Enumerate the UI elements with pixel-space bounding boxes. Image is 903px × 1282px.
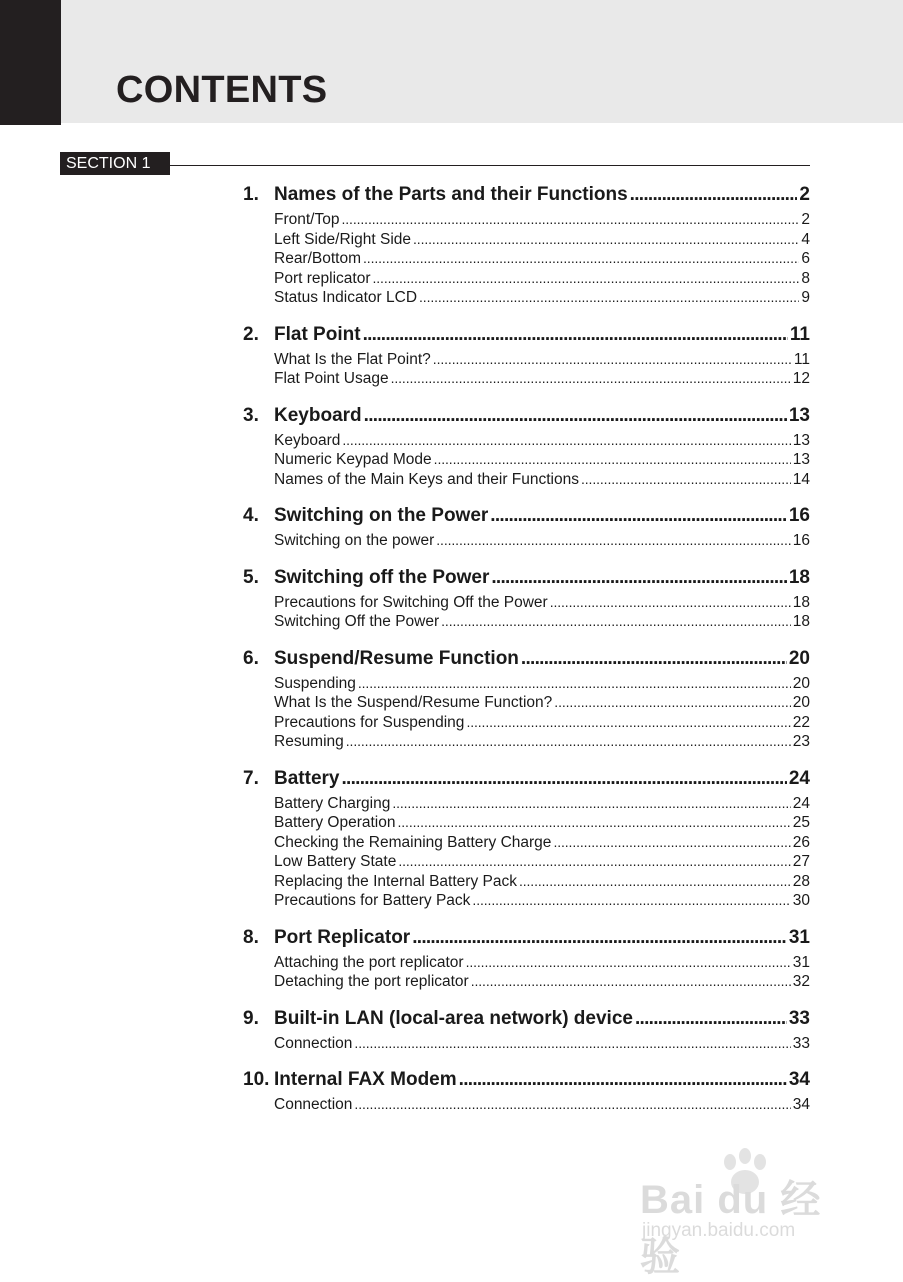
subsection-page-number: 6 (801, 250, 810, 267)
dot-leader (630, 184, 798, 206)
chapter-page-number: 34 (788, 1069, 810, 1090)
chapter-number: 3. (243, 404, 259, 426)
toc-subsection-entry[interactable] (274, 451, 810, 471)
subsection-title: Connection (274, 1034, 353, 1052)
chapter-number: 10. (243, 1069, 270, 1090)
toc-subsection-list (243, 675, 810, 753)
toc-chapter (243, 184, 810, 309)
toc-subsection-entry[interactable] (274, 1096, 810, 1116)
table-of-contents (243, 184, 810, 1131)
chapter-title: Suspend/Resume Function (274, 647, 519, 669)
chapter-page-number: 16 (788, 505, 810, 526)
chapter-number: 5. (243, 566, 259, 588)
chapter-page-number: 33 (788, 1007, 810, 1029)
subsection-page-number: 9 (801, 289, 810, 306)
toc-subsection-entry[interactable] (274, 250, 810, 270)
subsection-page-number: 18 (792, 593, 810, 611)
chapter-page-number: 2 (799, 184, 810, 205)
dot-leader (466, 714, 790, 730)
chapter-title: Battery (274, 767, 340, 789)
toc-subsection-list (243, 1035, 810, 1055)
chapter-number: 9. (243, 1007, 259, 1029)
toc-chapter-entry[interactable] (243, 1069, 810, 1094)
subsection-page-number: 25 (792, 814, 810, 831)
subsection-page-number: 13 (792, 451, 810, 468)
dot-leader (363, 324, 788, 346)
dot-leader (491, 567, 787, 589)
subsection-page-number: 28 (792, 872, 810, 890)
subsection-title: Connection (274, 1096, 353, 1113)
toc-chapter-entry[interactable] (243, 927, 810, 952)
dot-leader (354, 1096, 790, 1112)
toc-chapter-entry[interactable] (243, 505, 810, 530)
chapter-page-number: 24 (788, 767, 810, 789)
subsection-title: Precautions for Switching Off the Power (274, 593, 548, 611)
subsection-title: Checking the Remaining Battery Charge (274, 833, 552, 851)
toc-subsection-entry[interactable] (274, 532, 810, 552)
toc-subsection-list (243, 954, 810, 993)
toc-chapter (243, 567, 810, 633)
chapter-number: 1. (243, 184, 259, 205)
subsection-title: Rear/Bottom (274, 250, 362, 267)
chapter-title: Switching off the Power (274, 566, 490, 588)
chapter-number: 2. (243, 323, 259, 345)
chapter-number: 6. (243, 647, 259, 669)
toc-subsection-list (243, 432, 810, 491)
subsection-page-number: 26 (792, 833, 810, 851)
toc-subsection-entry[interactable] (274, 1035, 810, 1055)
dot-leader (466, 954, 791, 970)
toc-subsection-entry[interactable] (274, 814, 810, 834)
chapter-number: 8. (243, 926, 259, 948)
subsection-page-number: 8 (801, 269, 810, 287)
subsection-title: What Is the Suspend/Resume Function? (274, 694, 553, 711)
toc-subsection-entry[interactable] (274, 954, 810, 974)
chapter-page-number: 11 (789, 323, 810, 345)
subsection-title: Front/Top (274, 211, 340, 228)
chapter-page-number: 31 (788, 926, 810, 948)
toc-subsection-entry[interactable] (274, 714, 810, 734)
toc-chapter (243, 648, 810, 753)
dot-leader (397, 814, 790, 830)
section-divider (170, 165, 810, 166)
toc-chapter-entry[interactable] (243, 405, 810, 430)
toc-subsection-entry[interactable] (274, 370, 810, 390)
subsection-title: Attaching the port replicator (274, 953, 464, 971)
toc-subsection-entry[interactable] (274, 873, 810, 893)
toc-subsection-entry[interactable] (274, 694, 810, 714)
subsection-page-number: 12 (792, 370, 810, 387)
subsection-title: What Is the Flat Point? (274, 350, 431, 368)
toc-subsection-entry[interactable] (274, 231, 810, 251)
dot-leader (472, 892, 790, 908)
subsection-title: Resuming (274, 733, 344, 750)
dot-leader (358, 675, 791, 691)
dot-leader (550, 594, 791, 610)
chapter-title: Names of the Parts and their Functions (274, 184, 628, 205)
section-label: SECTION 1 (60, 152, 170, 175)
subsection-page-number: 34 (792, 1096, 810, 1113)
dot-leader (419, 289, 799, 305)
toc-chapter-entry[interactable] (243, 184, 810, 209)
chapter-page-number: 18 (788, 566, 810, 588)
toc-subsection-entry[interactable] (274, 892, 810, 912)
toc-subsection-list (243, 211, 810, 309)
dot-leader (635, 1008, 787, 1030)
watermark (640, 1148, 850, 1279)
toc-subsection-entry[interactable] (274, 973, 810, 993)
subsection-title: Suspending (274, 674, 356, 692)
toc-chapter-entry[interactable] (243, 567, 810, 592)
subsection-title: Precautions for Battery Pack (274, 892, 471, 909)
subsection-page-number: 11 (793, 350, 810, 368)
subsection-title: Switching Off the Power (274, 613, 440, 630)
dot-leader (412, 927, 787, 949)
page-title: CONTENTS (116, 69, 328, 111)
chapter-title: Keyboard (274, 404, 362, 426)
subsection-title: Switching on the power (274, 532, 435, 549)
header-black-block (0, 0, 61, 125)
dot-leader (364, 405, 787, 427)
watermark-url: jingyan.baidu.com (642, 1220, 796, 1241)
chapter-title: Port Replicator (274, 926, 411, 948)
subsection-title: Port replicator (274, 269, 371, 287)
dot-leader (363, 250, 799, 266)
subsection-page-number: 2 (801, 211, 810, 228)
subsection-page-number: 20 (792, 674, 810, 692)
dot-leader (346, 733, 791, 749)
toc-chapter (243, 324, 810, 390)
dot-leader (413, 231, 799, 247)
dot-leader (391, 370, 791, 386)
toc-chapter (243, 405, 810, 491)
dot-leader (372, 270, 799, 286)
toc-chapter (243, 1008, 810, 1055)
subsection-page-number: 31 (792, 953, 810, 971)
dot-leader (441, 613, 791, 629)
subsection-page-number: 23 (792, 733, 810, 750)
subsection-title: Battery Charging (274, 794, 391, 812)
toc-subsection-entry[interactable] (274, 432, 810, 452)
toc-subsection-list (243, 1096, 810, 1116)
subsection-page-number: 16 (792, 532, 810, 549)
toc-subsection-list (243, 351, 810, 390)
chapter-number: 4. (243, 505, 259, 526)
toc-chapter-entry[interactable] (243, 1008, 810, 1033)
dot-leader (341, 768, 786, 790)
chapter-page-number: 13 (788, 404, 810, 426)
subsection-page-number: 13 (792, 431, 810, 449)
toc-subsection-entry[interactable] (274, 270, 810, 290)
subsection-page-number: 33 (792, 1034, 810, 1052)
toc-chapter-entry[interactable] (243, 768, 810, 793)
toc-subsection-list (243, 594, 810, 633)
toc-chapter (243, 927, 810, 993)
toc-subsection-entry[interactable] (274, 733, 810, 753)
dot-leader (434, 451, 791, 467)
subsection-title: Flat Point Usage (274, 370, 389, 387)
subsection-title: Keyboard (274, 431, 341, 449)
toc-subsection-entry[interactable] (274, 795, 810, 815)
subsection-page-number: 30 (792, 892, 810, 909)
toc-subsection-list (243, 532, 810, 552)
dot-leader (490, 505, 787, 527)
dot-leader (459, 1069, 787, 1091)
dot-leader (354, 1035, 790, 1051)
subsection-page-number: 32 (792, 973, 810, 990)
chapter-page-number: 20 (788, 647, 810, 669)
dot-leader (471, 973, 791, 989)
toc-chapter (243, 505, 810, 552)
subsection-title: Left Side/Right Side (274, 230, 412, 248)
dot-leader (341, 211, 799, 227)
chapter-title: Switching on the Power (274, 505, 489, 526)
subsection-page-number: 14 (792, 470, 810, 488)
toc-subsection-entry[interactable] (274, 613, 810, 633)
subsection-title: Low Battery State (274, 853, 397, 870)
toc-chapter-entry[interactable] (243, 648, 810, 673)
dot-leader (521, 648, 787, 670)
watermark-logo-text: Bai du 经验 (640, 1178, 822, 1279)
toc-subsection-list (243, 795, 810, 912)
subsection-page-number: 27 (792, 853, 810, 870)
dot-leader (398, 853, 790, 869)
toc-subsection-entry[interactable] (274, 853, 810, 873)
chapter-title: Flat Point (274, 323, 361, 345)
subsection-title: Precautions for Suspending (274, 713, 465, 731)
subsection-title: Replacing the Internal Battery Pack (274, 872, 517, 890)
subsection-title: Status Indicator LCD (274, 289, 418, 306)
dot-leader (433, 351, 792, 367)
chapter-number: 7. (243, 767, 259, 789)
subsection-page-number: 20 (792, 694, 810, 711)
toc-subsection-entry[interactable] (274, 471, 810, 491)
toc-chapter (243, 768, 810, 912)
subsection-page-number: 18 (792, 613, 810, 630)
dot-leader (392, 795, 790, 811)
dot-leader (581, 471, 791, 487)
toc-chapter-entry[interactable] (243, 324, 810, 349)
toc-subsection-entry[interactable] (274, 289, 810, 309)
dot-leader (519, 873, 791, 889)
subsection-page-number: 24 (792, 794, 810, 812)
subsection-page-number: 4 (801, 230, 810, 248)
toc-chapter (243, 1069, 810, 1116)
dot-leader (436, 532, 790, 548)
chapter-title: Internal FAX Modem (274, 1069, 457, 1090)
dot-leader (553, 834, 790, 850)
subsection-title: Detaching the port replicator (274, 973, 469, 990)
subsection-title: Names of the Main Keys and their Functions (274, 470, 579, 488)
dot-leader (342, 432, 790, 448)
toc-subsection-entry[interactable] (274, 211, 810, 231)
subsection-title: Numeric Keypad Mode (274, 451, 432, 468)
toc-subsection-entry[interactable] (274, 834, 810, 854)
toc-subsection-entry[interactable] (274, 351, 810, 371)
subsection-page-number: 22 (792, 713, 810, 731)
toc-subsection-entry[interactable] (274, 594, 810, 614)
chapter-title: Built-in LAN (local-area network) device (274, 1007, 633, 1029)
toc-subsection-entry[interactable] (274, 675, 810, 695)
dot-leader (554, 694, 790, 710)
subsection-title: Battery Operation (274, 814, 396, 831)
